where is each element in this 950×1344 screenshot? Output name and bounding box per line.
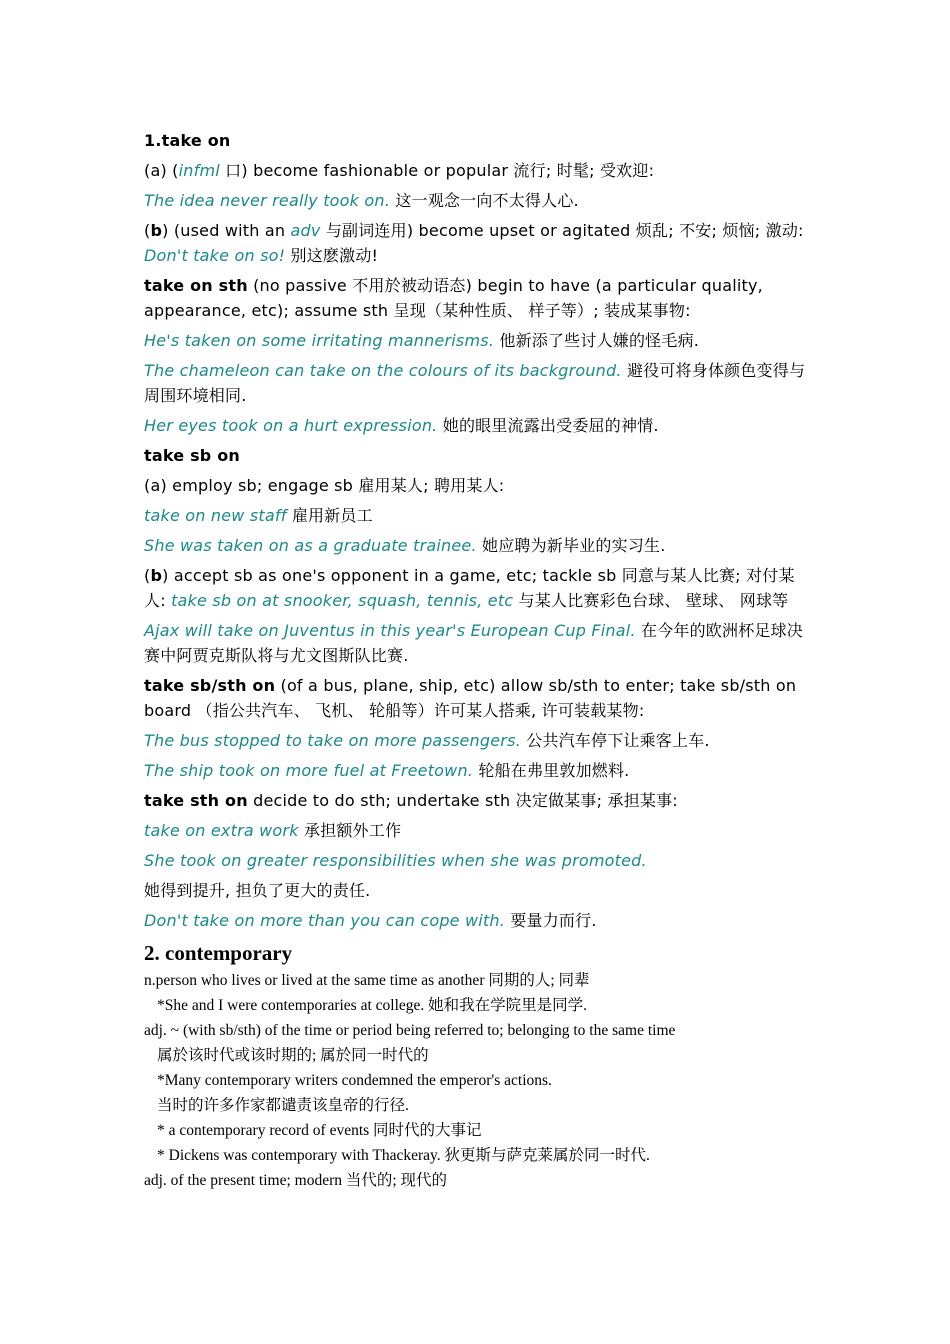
example-line: The idea never really took on. 这一观念一向不太得人心. xyxy=(144,191,579,210)
example-line: The bus stopped to take on more passengers. 公共汽车停下让乘客上车. xyxy=(144,731,710,750)
definition-line: take sth on decide to do sth; undertake sth 决定做某事; 承担某事: xyxy=(144,791,678,810)
document-page xyxy=(144,126,812,1193)
example-line: The ship took on more fuel at Freetown. 轮船在弗里敦加燃料. xyxy=(144,761,630,780)
definition-line: (b) accept sb as one's opponent in a game, etc; tackle sb 同意与某人比赛; 对付某人: take sb on at snooker, squash, tennis, etc 与某人比赛彩色台球、 壁球、 网球等 xyxy=(144,566,795,610)
translation-line: 属於该时代或该时期的; 属於同一时代的 xyxy=(157,1047,429,1064)
definition-line: (a) employ sb; engage sb 雇用某人; 聘用某人: xyxy=(144,476,505,495)
example-line: * a contemporary record of events 同时代的大事记 xyxy=(157,1122,482,1139)
translation-line: 当时的许多作家都谴责该皇帝的行径. xyxy=(157,1097,409,1114)
example-line: * Dickens was contemporary with Thackeray. 狄更斯与萨克莱属於同一时代. xyxy=(157,1147,650,1164)
example-line: *Many contemporary writers condemned the emperor's actions. xyxy=(157,1072,552,1089)
example-line: The chameleon can take on the colours of its background. 避役可将身体颜色变得与周围环境相同. xyxy=(144,361,806,405)
example-line: She was taken on as a graduate trainee. 她应聘为新毕业的实习生. xyxy=(144,536,666,555)
example-line: He's taken on some irritating mannerisms. 他新添了些讨人嫌的怪毛病. xyxy=(144,331,700,350)
section-title: 1.take on xyxy=(144,131,231,150)
definition-line: adj. of the present time; modern 当代的; 现代的 xyxy=(144,1172,448,1189)
example-line: Her eyes took on a hurt expression. 她的眼里流露出受委屈的神情. xyxy=(144,416,659,435)
example-line: take on extra work 承担额外工作 xyxy=(144,821,402,840)
example-line: *She and I were contemporaries at college. 她和我在学院里是同学. xyxy=(157,997,588,1014)
section-take-on xyxy=(144,126,812,936)
section-title: 2. contemporary xyxy=(144,941,293,965)
definition-line: n.person who lives or lived at the same time as another 同期的人; 同辈 xyxy=(144,972,590,989)
example-line: Don't take on more than you can cope with. 要量力而行. xyxy=(144,911,597,930)
phrase-heading: take sb on xyxy=(144,446,241,465)
section-contemporary xyxy=(144,938,812,1193)
definition-line: (a) (infml 口) become fashionable or popular 流行; 时髦; 受欢迎: xyxy=(144,161,655,180)
definition-line: adj. ~ (with sb/sth) of the time or period being referred to; belonging to the same time xyxy=(144,1022,676,1039)
example-line: take on new staff 雇用新员工 xyxy=(144,506,373,525)
example-line: Ajax will take on Juventus in this year's European Cup Final. 在今年的欧洲杯足球决赛中阿贾克斯队将与尤文图斯队比赛. xyxy=(144,621,803,665)
definition-line: (b) (used with an adv 与副词连用) become upset or agitated 烦乱; 不安; 烦恼; 激动: Don't take on so! 别这麽激动! xyxy=(144,221,804,265)
translation-line: 她得到提升, 担负了更大的责任. xyxy=(144,881,371,900)
definition-line: take sb/sth on (of a bus, plane, ship, etc) allow sb/sth to enter; take sb/sth on board （指公共汽车、 飞机、 轮船等）许可某人搭乘, 许可装载某物: xyxy=(144,676,797,720)
example-line: She took on greater responsibilities when she was promoted. xyxy=(144,851,647,870)
definition-line: take on sth (no passive 不用於被动语态) begin to have (a particular quality, appearance, etc); assume sth 呈现（某种性质、 样子等）; 装成某事物: xyxy=(144,276,763,320)
